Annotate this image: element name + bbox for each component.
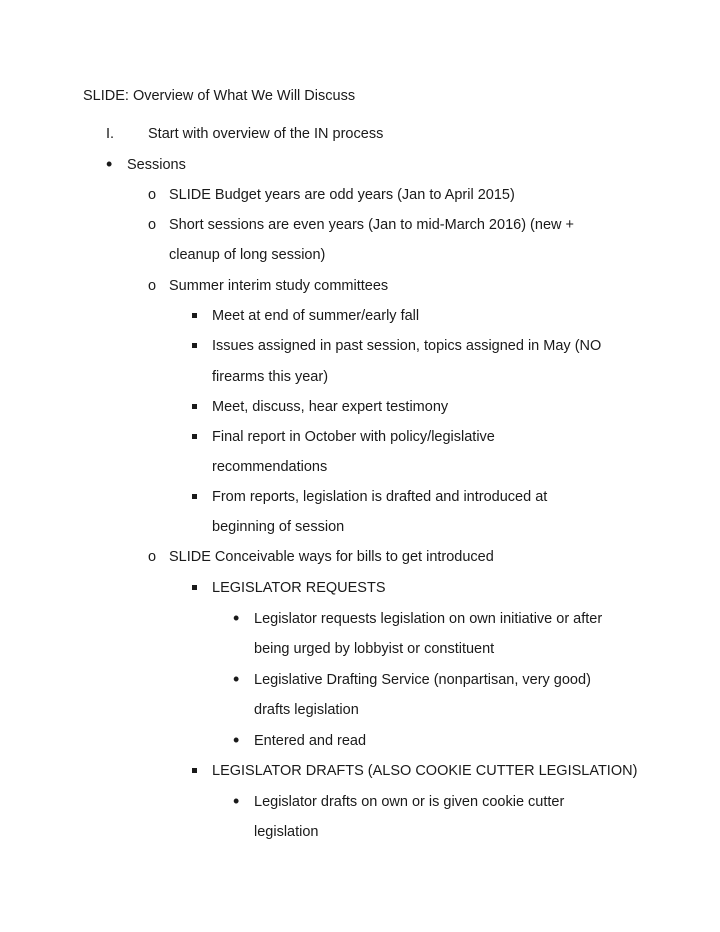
list-item: Meet at end of summer/early fall: [212, 308, 420, 324]
list-item: Meet, discuss, hear expert testimony: [212, 399, 449, 415]
list-item-continuation: recommendations: [212, 459, 328, 475]
list-item: Legislator drafts on own or is given cookie cutter: [254, 794, 565, 810]
list-item: Entered and read: [254, 733, 367, 749]
circle-marker: o: [148, 217, 157, 233]
list-item: Legislative Drafting Service (nonpartisan, very good): [254, 672, 591, 688]
document-heading: SLIDE: Overview of What We Will Discuss: [83, 88, 356, 104]
section-number: I.: [106, 126, 115, 142]
circle-marker: o: [148, 278, 157, 294]
square-bullet-icon: [192, 768, 197, 773]
list-item: SLIDE Budget years are odd years (Jan to April 2015): [169, 187, 515, 203]
list-item: Issues assigned in past session, topics assigned in May (NO: [212, 338, 602, 354]
list-item-continuation: beginning of session: [212, 519, 345, 535]
list-item-continuation: firearms this year): [212, 369, 329, 385]
list-item: Legislator requests legislation on own initiative or after: [254, 611, 603, 627]
bullet-marker: •: [233, 791, 240, 811]
list-item-continuation: legislation: [254, 824, 319, 840]
square-bullet-icon: [192, 585, 197, 590]
square-bullet-icon: [192, 404, 197, 409]
bullet-marker: •: [106, 154, 113, 174]
square-bullet-icon: [192, 494, 197, 499]
square-bullet-icon: [192, 313, 197, 318]
bullet-marker: •: [233, 608, 240, 628]
bullet-marker: •: [233, 730, 240, 750]
list-item-continuation: cleanup of long session): [169, 247, 326, 263]
square-bullet-icon: [192, 434, 197, 439]
list-item: LEGISLATOR REQUESTS: [212, 580, 386, 596]
section-title: Start with overview of the IN process: [148, 126, 384, 142]
circle-marker: o: [148, 549, 157, 565]
list-item: Final report in October with policy/legislative: [212, 429, 495, 445]
list-item: SLIDE Conceivable ways for bills to get introduced: [169, 549, 494, 565]
square-bullet-icon: [192, 343, 197, 348]
list-item: From reports, legislation is drafted and introduced at: [212, 489, 548, 505]
list-item-continuation: drafts legislation: [254, 702, 359, 718]
list-item: Summer interim study committees: [169, 278, 389, 294]
list-item: Short sessions are even years (Jan to mid-March 2016) (new +: [169, 217, 574, 233]
list-item-continuation: being urged by lobbyist or constituent: [254, 641, 495, 657]
list-item: LEGISLATOR DRAFTS (ALSO COOKIE CUTTER LEGISLATION): [212, 763, 638, 779]
list-item-sessions: Sessions: [127, 157, 186, 173]
circle-marker: o: [148, 187, 157, 203]
bullet-marker: •: [233, 669, 240, 689]
